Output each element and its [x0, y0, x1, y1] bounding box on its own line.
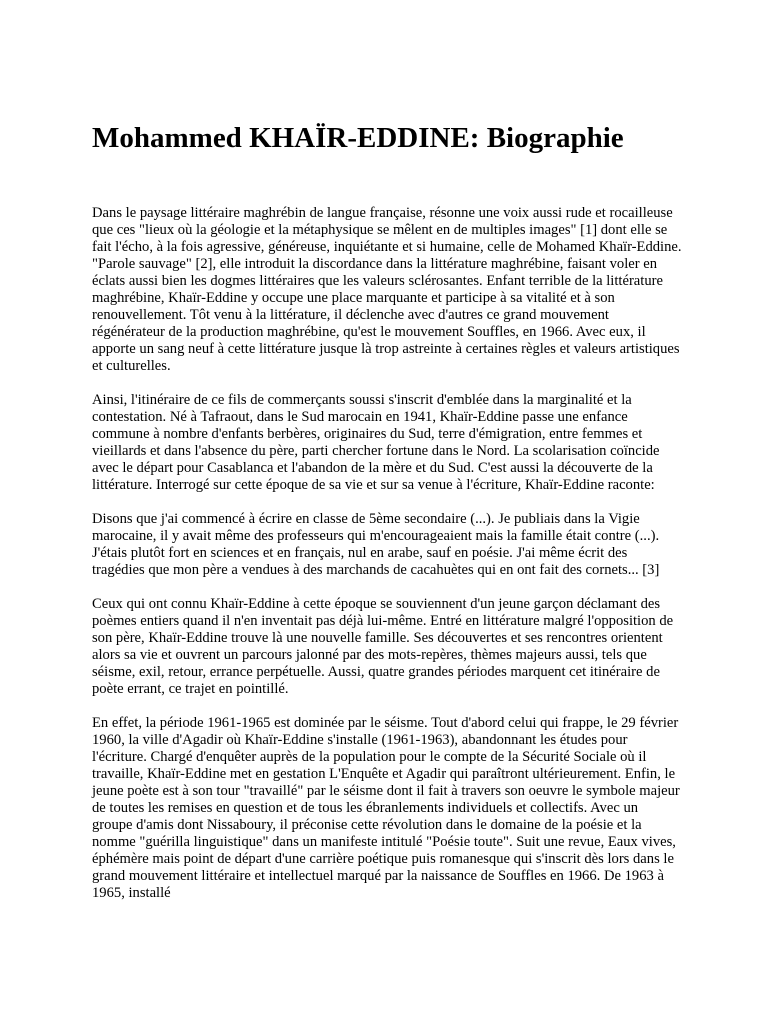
paragraph-intro: Dans le paysage littéraire maghrébin de langue française, résonne une voix aussi rude et rocailleuse que ces "lieux où la géologie et la métaphysique se mêlent en de multiples images" [1] dont elle se fait l'écho, à la fois agressive, généreuse, inquiétante et si humaine, celle de Mohamed Khaïr-Eddine. "Parole sauvage" [2], elle introduit la discordance dans la littérature maghrébine, faisant voler en éclats aussi bien les dogmes littéraires que les valeurs sclérosantes. Enfant terrible de la littérature maghrébine, Khaïr-Eddine y occupe une place marquante et participe à sa vitalité et à son renouvellement. Tôt venu à la littérature, il déclenche avec d'autres ce grand mouvement régénérateur de la production maghrébine, qu'est le mouvement Souffles, en 1966. Avec eux, il apporte un sang neuf à cette littérature jusque là trop astreinte à certaines règles et valeurs artistiques et culturelles.: [92, 205, 682, 374]
document-page: [92, 118, 682, 919]
document-title: Mohammed KHAÏR-EDDINE: Biographie: [92, 122, 624, 154]
paragraph-itinerary: Ainsi, l'itinéraire de ce fils de commerçants soussi s'inscrit d'emblée dans la marginalité et la contestation. Né à Tafraout, dans le Sud marocain en 1941, Khaïr-Eddine passe une enfance commune à nombre d'enfants berbères, originaires du Sud, terre d'émigration, entre femmes et vieillards et dans l'absence du père, parti chercher fortune dans le Nord. La scolarisation coïncide avec le départ pour Casablanca et l'abandon de la mère et du Sud. C'est aussi la découverte de la littérature. Interrogé sur cette époque de sa vie et sur sa venue à l'écriture, Khaïr-Eddine raconte:: [92, 392, 660, 493]
paragraph-contemporaries: Ceux qui ont connu Khaïr-Eddine à cette époque se souviennent d'un jeune garçon déclamant des poèmes entiers quand il n'en inventait pas déjà lui-même. Entré en littérature malgré l'opposition de son père, Khaïr-Eddine trouve là une nouvelle famille. Ses découvertes et ses rencontres orientent alors sa vie et ouvrent un parcours jalonné par des mots-repères, thèmes majeurs aussi, tels que séisme, exil, retour, errance perpétuelle. Aussi, quatre grandes périodes marquent cet itinéraire de poète errant, ce trajet en pointillé.: [92, 596, 674, 697]
paragraph-seisme: En effet, la période 1961-1965 est dominée par le séisme. Tout d'abord celui qui frappe, le 29 février 1960, la ville d'Agadir où Khaïr-Eddine s'installe (1961-1963), abandonnant les études pour l'écriture. Chargé d'enquêter auprès de la population pour le compte de la Sécurité Sociale où il travaille, Khaïr-Eddine met en gestation L'Enquête et Agadir qui paraîtront ultérieurement. Enfin, le jeune poète est à son tour "travaillé" par le séisme dont il fait à travers son oeuvre le symbole majeur de toutes les remises en question et de tous les ébranlements individuels et collectifs. Avec un groupe d'amis dont Nissaboury, il préconise cette révolution dans le domaine de la poésie et la nomme "guérilla linguistique" dans un manifeste intitulé "Poésie toute". Suit une revue, Eaux vives, éphémère mais point de départ d'une carrière poétique puis romanesque qui s'inscrit dès lors dans le grand mouvement littéraire et intellectuel marqué par la naissance de Souffles en 1966. De 1963 à 1965, installé: [92, 715, 680, 901]
document-body: [92, 205, 682, 902]
paragraph-quote: Disons que j'ai commencé à écrire en classe de 5ème secondaire (...). Je publiais dans la Vigie marocaine, il y avait même des professeurs qui m'encourageaient mais la famille était contre (...). J'étais plutôt fort en sciences et en français, nul en arabe, sauf en poésie. J'ai même écrit des tragédies que mon père a vendues à des marchands de cacahuètes qui en ont fait des cornets... [3]: [92, 511, 660, 578]
